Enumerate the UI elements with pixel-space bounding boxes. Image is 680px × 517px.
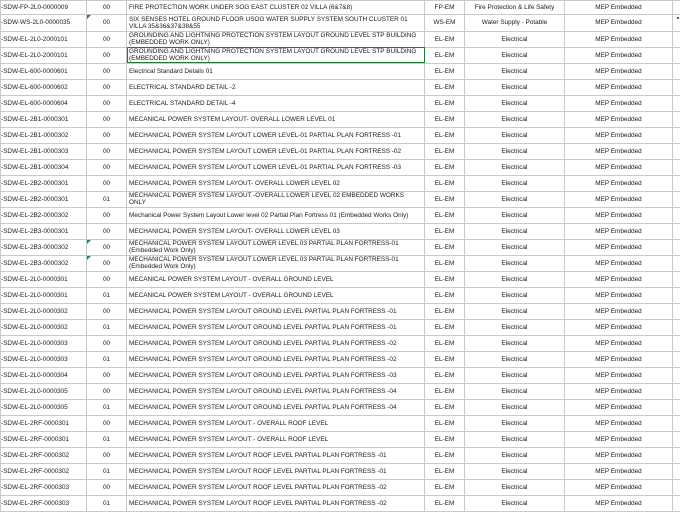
cell-drawing-number[interactable]: -SDW-EL-2L0-0000301 — [1, 271, 87, 287]
cell-description[interactable]: GROUNDING AND LIGHTNING PROTECTION SYSTEM LAYOUT GROUND LEVEL STP BUILDING (EMBEDDED WORK ONLY) — [127, 47, 425, 63]
cell-drawing-number[interactable]: -SDW-EL-2B1-0000301 — [1, 111, 87, 127]
cell-drawing-number[interactable]: -SDW-EL-2L0-0000302 — [1, 303, 87, 319]
cell-revision[interactable]: 00 — [87, 143, 127, 159]
cell-system[interactable]: Electrical — [465, 63, 565, 79]
cell-system[interactable]: Electrical — [465, 415, 565, 431]
cell-drawing-number[interactable]: -SDW-EL-2RF-0000302 — [1, 447, 87, 463]
cell-revision[interactable]: 00 — [87, 271, 127, 287]
cell-description[interactable]: MECHANICAL POWER SYSTEM LAYOUT ROOF LEVEL PARTIAL PLAN FORTRESS -01 — [127, 447, 425, 463]
cell-revision[interactable]: 00 — [87, 95, 127, 111]
cell-edge[interactable] — [673, 32, 680, 48]
cell-edge[interactable] — [673, 431, 680, 447]
cell-document-type[interactable]: MEP Embedded — [565, 447, 673, 463]
cell-discipline[interactable]: EL-EM — [425, 463, 465, 479]
table-row[interactable] — [1, 319, 680, 335]
cell-system[interactable]: Electrical — [465, 191, 565, 207]
cell-document-type[interactable]: MEP Embedded — [565, 1, 673, 15]
cell-system[interactable]: Electrical — [465, 335, 565, 351]
cell-edge[interactable] — [673, 175, 680, 191]
cell-discipline[interactable]: EL-EM — [425, 399, 465, 415]
cell-discipline[interactable]: EL-EM — [425, 32, 465, 48]
cell-revision[interactable]: 00 — [87, 415, 127, 431]
cell-edge[interactable] — [673, 79, 680, 95]
cell-drawing-number[interactable]: -SDW-EL-2RF-0000301 — [1, 415, 87, 431]
cell-edge[interactable] — [673, 111, 680, 127]
cell-discipline[interactable]: EL-EM — [425, 367, 465, 383]
cell-edge[interactable] — [673, 239, 680, 255]
cell-edge[interactable] — [673, 223, 680, 239]
cell-system[interactable]: Electrical — [465, 319, 565, 335]
cell-edge[interactable] — [673, 351, 680, 367]
table-row[interactable] — [1, 143, 680, 159]
cell-edge[interactable] — [673, 207, 680, 223]
cell-revision[interactable]: 00 — [87, 223, 127, 239]
cell-drawing-number[interactable]: -SDW-EL-600-0000604 — [1, 95, 87, 111]
cell-system[interactable]: Electrical — [465, 143, 565, 159]
cell-revision[interactable]: 00 — [87, 79, 127, 95]
cell-discipline[interactable]: EL-EM — [425, 415, 465, 431]
cell-discipline[interactable]: EL-EM — [425, 303, 465, 319]
cell-document-type[interactable]: MEP Embedded — [565, 159, 673, 175]
table-row[interactable] — [1, 287, 680, 303]
cell-description[interactable]: MECHANICAL POWER SYSTEM LAYOUT GROUND LEVEL PARTIAL PLAN FORTRESS -01 — [127, 303, 425, 319]
cell-discipline[interactable]: EL-EM — [425, 127, 465, 143]
cell-discipline[interactable]: EL-EM — [425, 271, 465, 287]
cell-drawing-number[interactable]: -SDW-EL-2L0-2000101 — [1, 32, 87, 48]
cell-revision[interactable]: 00 — [87, 175, 127, 191]
cell-discipline[interactable]: EL-EM — [425, 319, 465, 335]
cell-system[interactable]: Electrical — [465, 127, 565, 143]
cell-system[interactable]: Electrical — [465, 111, 565, 127]
cell-edge[interactable] — [673, 143, 680, 159]
cell-edge[interactable] — [673, 47, 680, 63]
cell-edge[interactable] — [673, 63, 680, 79]
cell-system[interactable]: Electrical — [465, 479, 565, 495]
cell-description[interactable]: MECHANICAL POWER SYSTEM LAYOUT LOWER LEVEL-01 PARTIAL PLAN FORTRESS -03 — [127, 159, 425, 175]
cell-document-type[interactable]: MEP Embedded — [565, 63, 673, 79]
cell-revision[interactable]: 00 — [87, 47, 127, 63]
cell-document-type[interactable]: MEP Embedded — [565, 239, 673, 255]
cell-drawing-number[interactable]: -SDW-EL-2RF-0000303 — [1, 479, 87, 495]
cell-drawing-number[interactable]: -SDW-WS-2L0-0000035 — [1, 15, 87, 32]
cell-system[interactable]: Electrical — [465, 223, 565, 239]
table-row[interactable] — [1, 95, 680, 111]
cell-system[interactable]: Electrical — [465, 287, 565, 303]
cell-drawing-number[interactable]: -SDW-EL-2RF-0000302 — [1, 463, 87, 479]
cell-description[interactable]: MECHANICAL POWER SYSTEM LAYOUT- OVERALL LOWER LEVEL 02 — [127, 175, 425, 191]
cell-drawing-number[interactable]: -SDW-EL-2L0-0000301 — [1, 287, 87, 303]
cell-drawing-number[interactable]: -SDW-EL-2RF-0000301 — [1, 431, 87, 447]
cell-drawing-number[interactable]: -SDW-EL-2L0-0000303 — [1, 351, 87, 367]
cell-edge[interactable] — [673, 287, 680, 303]
table-row[interactable] — [1, 447, 680, 463]
cell-drawing-number[interactable]: -SDW-EL-2L0-0000302 — [1, 319, 87, 335]
cell-edge[interactable] — [673, 255, 680, 271]
table-row[interactable] — [1, 415, 680, 431]
cell-document-type[interactable]: MEP Embedded — [565, 303, 673, 319]
cell-revision[interactable]: 00 — [87, 207, 127, 223]
cell-discipline[interactable]: FP-EM — [425, 1, 465, 15]
cell-document-type[interactable]: MEP Embedded — [565, 111, 673, 127]
cell-document-type[interactable]: MEP Embedded — [565, 15, 673, 32]
cell-revision[interactable]: 01 — [87, 399, 127, 415]
cell-discipline[interactable]: EL-EM — [425, 351, 465, 367]
cell-system[interactable]: Electrical — [465, 367, 565, 383]
table-row[interactable] — [1, 239, 680, 255]
cell-document-type[interactable]: MEP Embedded — [565, 127, 673, 143]
cell-description[interactable]: MECHANICAL POWER SYSTEM LAYOUT - OVERALL ROOF LEVEL — [127, 431, 425, 447]
cell-drawing-number[interactable]: -SDW-EL-2B3-0000302 — [1, 239, 87, 255]
cell-edge[interactable] — [673, 383, 680, 399]
table-row[interactable] — [1, 479, 680, 495]
cell-revision[interactable]: 01 — [87, 431, 127, 447]
cell-description[interactable]: MECHANICAL POWER SYSTEM LAYOUT ROOF LEVEL PARTIAL PLAN FORTRESS -02 — [127, 495, 425, 511]
cell-edge[interactable] — [673, 127, 680, 143]
cell-system[interactable]: Electrical — [465, 303, 565, 319]
cell-drawing-number[interactable]: -SDW-EL-2L0-0000305 — [1, 383, 87, 399]
cell-description[interactable]: FIRE PROTECTION WORK UNDER SOG EAST CLUSTER 02 VILLA (6&7&8) — [127, 1, 425, 15]
cell-edge[interactable] — [673, 447, 680, 463]
cell-document-type[interactable]: MEP Embedded — [565, 255, 673, 271]
cell-system[interactable]: Electrical — [465, 95, 565, 111]
cell-drawing-number[interactable]: -SDW-EL-2B2-0000302 — [1, 207, 87, 223]
cell-description[interactable]: Electrical Standard Details 01 — [127, 63, 425, 79]
table-row[interactable] — [1, 159, 680, 175]
cell-description[interactable]: ELECTRICAL STANDARD DETAIL -2 — [127, 79, 425, 95]
cell-drawing-number[interactable]: -SDW-EL-2B1-0000304 — [1, 159, 87, 175]
cell-discipline[interactable]: EL-EM — [425, 255, 465, 271]
cell-description[interactable]: MECHANICAL POWER SYSTEM LAYOUT GROUND LEVEL PARTIAL PLAN FORTRESS -01 — [127, 319, 425, 335]
cell-edge[interactable] — [673, 463, 680, 479]
cell-document-type[interactable]: MEP Embedded — [565, 79, 673, 95]
table-row[interactable] — [1, 32, 680, 48]
cell-revision[interactable]: 00 — [87, 367, 127, 383]
cell-revision[interactable]: 00 — [87, 255, 127, 271]
cell-system[interactable]: Electrical — [465, 431, 565, 447]
cell-document-type[interactable]: MEP Embedded — [565, 415, 673, 431]
cell-description[interactable]: MECHANICAL POWER SYSTEM LAYOUT GROUND LEVEL PARTIAL PLAN FORTRESS -02 — [127, 335, 425, 351]
cell-description[interactable]: MECHANICAL POWER SYSTEM LAYOUT GROUND LEVEL PARTIAL PLAN FORTRESS -04 — [127, 383, 425, 399]
cell-discipline[interactable]: EL-EM — [425, 191, 465, 207]
table-row[interactable] — [1, 223, 680, 239]
cell-discipline[interactable]: EL-EM — [425, 383, 465, 399]
cell-discipline[interactable]: EL-EM — [425, 287, 465, 303]
cell-description[interactable]: MECHANICAL POWER SYSTEM LAYOUT LOWER LEVEL-01 PARTIAL PLAN FORTRESS -02 — [127, 143, 425, 159]
cell-description[interactable]: ELECTRICAL STANDARD DETAIL -4 — [127, 95, 425, 111]
cell-system[interactable]: Electrical — [465, 239, 565, 255]
table-row[interactable] — [1, 431, 680, 447]
cell-system[interactable]: Electrical — [465, 447, 565, 463]
cell-description[interactable]: MECHANICAL POWER SYSTEM LAYOUT LOWER LEVEL 03 PARTIAL PLAN FORTRESS-01 (Embedded Work Only) — [127, 239, 425, 255]
cell-revision[interactable]: 00 — [87, 335, 127, 351]
cell-edge[interactable] — [673, 15, 680, 32]
cell-document-type[interactable]: MEP Embedded — [565, 463, 673, 479]
table-row[interactable] — [1, 495, 680, 511]
cell-discipline[interactable]: EL-EM — [425, 175, 465, 191]
cell-system[interactable]: Electrical — [465, 159, 565, 175]
cell-document-type[interactable]: MEP Embedded — [565, 271, 673, 287]
cell-description[interactable]: SIX SENSES HOTEL GROUND FLOOR USOG WATER SUPPLY SYSTEM SOUTH CLUSTER 01 VILLA 35&36&37&38&55 — [127, 15, 425, 32]
table-row[interactable] — [1, 399, 680, 415]
cell-system[interactable]: Electrical — [465, 79, 565, 95]
cell-drawing-number[interactable]: -SDW-EL-2B1-0000302 — [1, 127, 87, 143]
cell-discipline[interactable]: EL-EM — [425, 431, 465, 447]
cell-edge[interactable] — [673, 495, 680, 511]
cell-drawing-number[interactable]: -SDW-EL-2B2-0000301 — [1, 175, 87, 191]
cell-document-type[interactable]: MEP Embedded — [565, 143, 673, 159]
table-row[interactable] — [1, 335, 680, 351]
table-row[interactable] — [1, 47, 680, 63]
cell-edge[interactable] — [673, 415, 680, 431]
cell-drawing-number[interactable]: -SDW-EL-600-0000602 — [1, 79, 87, 95]
cell-discipline[interactable]: EL-EM — [425, 159, 465, 175]
cell-system[interactable]: Electrical — [465, 255, 565, 271]
cell-discipline[interactable]: EL-EM — [425, 335, 465, 351]
cell-drawing-number[interactable]: -SDW-EL-2B1-0000303 — [1, 143, 87, 159]
cell-edge[interactable] — [673, 479, 680, 495]
table-row[interactable] — [1, 255, 680, 271]
cell-description[interactable]: MECANICAL POWER SYSTEM LAYOUT- OVERALL LOWER LEVEL 01 — [127, 111, 425, 127]
cell-discipline[interactable]: WS-EM — [425, 15, 465, 32]
table-row[interactable] — [1, 1, 680, 15]
cell-document-type[interactable]: MEP Embedded — [565, 383, 673, 399]
cell-drawing-number[interactable]: -SDW-EL-2B3-0000302 — [1, 255, 87, 271]
cell-drawing-number[interactable]: -SDW-FP-2L0-0000009 — [1, 1, 87, 15]
cell-discipline[interactable]: EL-EM — [425, 47, 465, 63]
cell-system[interactable]: Water Supply - Potable — [465, 15, 565, 32]
cell-drawing-number[interactable]: -SDW-EL-2L0-0000305 — [1, 399, 87, 415]
cell-description[interactable]: GROUNDING AND LIGHTNING PROTECTION SYSTEM LAYOUT GROUND LEVEL STP BUILDING (EMBEDDED WORK ONLY) — [127, 32, 425, 48]
cell-edge[interactable] — [673, 367, 680, 383]
table-row[interactable] — [1, 351, 680, 367]
cell-description[interactable]: MECANICAL POWER SYSTEM LAYOUT - OVERALL GROUND LEVEL — [127, 271, 425, 287]
cell-edge[interactable] — [673, 95, 680, 111]
cell-description[interactable]: MECHANICAL POWER SYSTEM LAYOUT ROOF LEVEL PARTIAL PLAN FORTRESS -02 — [127, 479, 425, 495]
cell-drawing-number[interactable]: -SDW-EL-2L0-0000303 — [1, 335, 87, 351]
cell-revision[interactable]: 00 — [87, 479, 127, 495]
cell-document-type[interactable]: MEP Embedded — [565, 95, 673, 111]
cell-discipline[interactable]: EL-EM — [425, 447, 465, 463]
cell-document-type[interactable]: MEP Embedded — [565, 175, 673, 191]
cell-document-type[interactable]: MEP Embedded — [565, 479, 673, 495]
cell-revision[interactable]: 00 — [87, 159, 127, 175]
cell-description[interactable]: MECHANICAL POWER SYSTEM LAYOUT LOWER LEVEL 03 PARTIAL PLAN FORTRESS-01 (Embedded Work Only) — [127, 255, 425, 271]
cell-discipline[interactable]: EL-EM — [425, 479, 465, 495]
cell-drawing-number[interactable]: -SDW-EL-2L0-0000304 — [1, 367, 87, 383]
cell-revision[interactable]: 00 — [87, 383, 127, 399]
cell-edge[interactable] — [673, 271, 680, 287]
table-row[interactable] — [1, 111, 680, 127]
cell-drawing-number[interactable]: -SDW-EL-2L0-2000101 — [1, 47, 87, 63]
cell-discipline[interactable]: EL-EM — [425, 495, 465, 511]
cell-discipline[interactable]: EL-EM — [425, 79, 465, 95]
table-row[interactable] — [1, 271, 680, 287]
cell-edge[interactable] — [673, 1, 680, 15]
cell-edge[interactable] — [673, 319, 680, 335]
table-row[interactable] — [1, 79, 680, 95]
table-row[interactable] — [1, 15, 680, 32]
cell-drawing-number[interactable]: -SDW-EL-2RF-0000303 — [1, 495, 87, 511]
cell-system[interactable]: Electrical — [465, 463, 565, 479]
cell-system[interactable]: Fire Protection & Life Safety — [465, 1, 565, 15]
table-row[interactable] — [1, 191, 680, 207]
cell-description[interactable]: MECHANICAL POWER SYSTEM LAYOUT - OVERALL ROOF LEVEL — [127, 415, 425, 431]
cell-revision[interactable]: 00 — [87, 63, 127, 79]
cell-document-type[interactable]: MEP Embedded — [565, 287, 673, 303]
cell-document-type[interactable]: MEP Embedded — [565, 207, 673, 223]
cell-discipline[interactable]: EL-EM — [425, 111, 465, 127]
table-row[interactable] — [1, 383, 680, 399]
cell-revision[interactable]: 00 — [87, 303, 127, 319]
cell-document-type[interactable]: MEP Embedded — [565, 191, 673, 207]
cell-revision[interactable]: 01 — [87, 191, 127, 207]
cell-description[interactable]: MECHANICAL POWER SYSTEM LAYOUT GROUND LEVEL PARTIAL PLAN FORTRESS -04 — [127, 399, 425, 415]
cell-discipline[interactable]: EL-EM — [425, 207, 465, 223]
cell-system[interactable]: Electrical — [465, 495, 565, 511]
cell-document-type[interactable]: MEP Embedded — [565, 223, 673, 239]
cell-system[interactable]: Electrical — [465, 175, 565, 191]
cell-revision[interactable]: 00 — [87, 447, 127, 463]
cell-document-type[interactable]: MEP Embedded — [565, 319, 673, 335]
table-row[interactable] — [1, 175, 680, 191]
cell-revision[interactable]: 01 — [87, 495, 127, 511]
cell-description[interactable]: MECHANICAL POWER SYSTEM LAYOUT -OVERALL LOWER LEVEL 02 EMBEDDED WORKS ONLY — [127, 191, 425, 207]
cell-drawing-number[interactable]: -SDW-EL-600-0000601 — [1, 63, 87, 79]
cell-description[interactable]: MECANICAL POWER SYSTEM LAYOUT - OVERALL GROUND LEVEL — [127, 287, 425, 303]
cell-system[interactable]: Electrical — [465, 207, 565, 223]
cell-edge[interactable] — [673, 335, 680, 351]
table-row[interactable] — [1, 303, 680, 319]
cell-system[interactable]: Electrical — [465, 351, 565, 367]
sheet-body — [1, 1, 680, 512]
cell-revision[interactable]: 00 — [87, 239, 127, 255]
cell-document-type[interactable]: MEP Embedded — [565, 399, 673, 415]
table-row[interactable] — [1, 63, 680, 79]
cell-discipline[interactable]: EL-EM — [425, 143, 465, 159]
cell-description[interactable]: MECHANICAL POWER SYSTEM LAYOUT GROUND LEVEL PARTIAL PLAN FORTRESS -03 — [127, 367, 425, 383]
cell-document-type[interactable]: MEP Embedded — [565, 335, 673, 351]
cell-description[interactable]: Mechanical Power System Layout Lower level 02 Partial Plan Fortress 01 (Embedded Works Only) — [127, 207, 425, 223]
table-row[interactable] — [1, 367, 680, 383]
cell-edge[interactable] — [673, 399, 680, 415]
cell-system[interactable]: Electrical — [465, 399, 565, 415]
cell-edge[interactable] — [673, 191, 680, 207]
cell-description[interactable]: MECHANICAL POWER SYSTEM LAYOUT- OVERALL LOWER LEVEL 03 — [127, 223, 425, 239]
cell-system[interactable]: Electrical — [465, 32, 565, 48]
cell-document-type[interactable]: MEP Embedded — [565, 47, 673, 63]
cell-discipline[interactable]: EL-EM — [425, 223, 465, 239]
cell-discipline[interactable]: EL-EM — [425, 63, 465, 79]
cell-document-type[interactable]: MEP Embedded — [565, 367, 673, 383]
table-row[interactable] — [1, 127, 680, 143]
table-row[interactable] — [1, 463, 680, 479]
cell-document-type[interactable]: MEP Embedded — [565, 495, 673, 511]
cell-revision[interactable]: 00 — [87, 111, 127, 127]
cell-edge[interactable] — [673, 159, 680, 175]
cell-document-type[interactable]: MEP Embedded — [565, 32, 673, 48]
cell-document-type[interactable]: MEP Embedded — [565, 431, 673, 447]
cell-description[interactable]: MECHANICAL POWER SYSTEM LAYOUT ROOF LEVEL PARTIAL PLAN FORTRESS -01 — [127, 463, 425, 479]
cell-revision[interactable]: 01 — [87, 351, 127, 367]
cell-drawing-number[interactable]: -SDW-EL-2B3-0000301 — [1, 223, 87, 239]
cell-drawing-number[interactable]: -SDW-EL-2B2-0000301 — [1, 191, 87, 207]
cell-discipline[interactable]: EL-EM — [425, 239, 465, 255]
cell-revision[interactable]: 01 — [87, 463, 127, 479]
cell-system[interactable]: Electrical — [465, 383, 565, 399]
cell-system[interactable]: Electrical — [465, 47, 565, 63]
cell-edge[interactable] — [673, 303, 680, 319]
cell-revision[interactable]: 00 — [87, 15, 127, 32]
cell-system[interactable]: Electrical — [465, 271, 565, 287]
cell-revision[interactable]: 01 — [87, 319, 127, 335]
table-row[interactable] — [1, 207, 680, 223]
cell-revision[interactable]: 00 — [87, 1, 127, 15]
cell-description[interactable]: MECHANICAL POWER SYSTEM LAYOUT LOWER LEVEL-01 PARTIAL PLAN FORTRESS -01 — [127, 127, 425, 143]
cell-revision[interactable]: 01 — [87, 287, 127, 303]
cell-discipline[interactable]: EL-EM — [425, 95, 465, 111]
cell-revision[interactable]: 00 — [87, 32, 127, 48]
cell-revision[interactable]: 00 — [87, 127, 127, 143]
cell-description[interactable]: MECHANICAL POWER SYSTEM LAYOUT GROUND LEVEL PARTIAL PLAN FORTRESS -02 — [127, 351, 425, 367]
cell-document-type[interactable]: MEP Embedded — [565, 351, 673, 367]
